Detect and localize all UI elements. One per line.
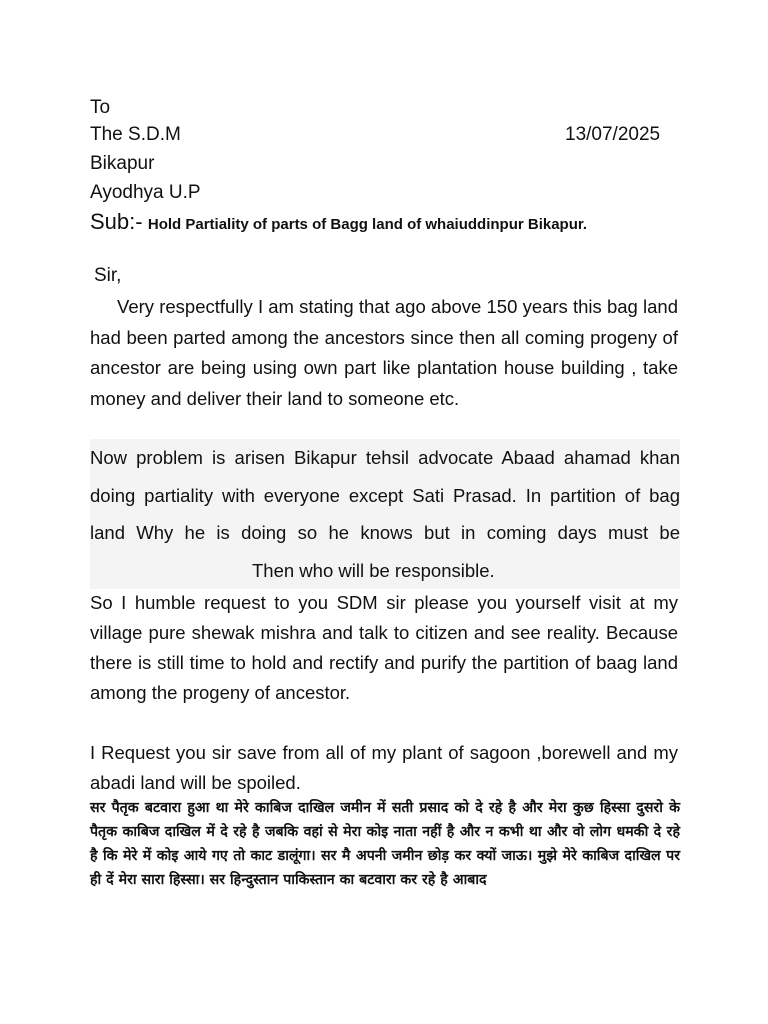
- salutation: Sir,: [94, 265, 122, 286]
- paragraph-1: [90, 292, 678, 414]
- district-line: Ayodhya U.P: [90, 182, 201, 203]
- paragraph-2-text: Now problem is arisen Bikapur tehsil advocate Abaad ahamad khan doing partiality with everyone except Sati Prasad. In partition of bag land Why he is doing so he knows but in coming days must be: [90, 447, 680, 543]
- city-line: Bikapur: [90, 153, 155, 174]
- paragraph-2-ending: Then who will be responsible.: [252, 559, 495, 581]
- paragraph-4: I Request you sir save from all of my plant of sagoon ,borewell and my abadi land will be spoiled.: [90, 742, 678, 793]
- recipient-line: The S.D.M: [90, 124, 181, 145]
- subject-label: Sub:-: [90, 209, 143, 234]
- paragraph-2: [90, 439, 680, 589]
- subject-text: Hold Partiality of parts of Bagg land of whaiuddinpur Bikapur.: [147, 216, 588, 233]
- subject-line: [90, 209, 587, 238]
- paragraph-1-text: Very respectfully I am stating that ago above 150 years this bag land had been parted among the ancestors since then all coming progeny of ancestor are being using own part like plantation house building , take money and deliver their land to someone etc.: [90, 296, 678, 409]
- to-line: To: [90, 97, 111, 118]
- letter-date: 13/07/2025: [565, 124, 661, 145]
- paragraph-3: So I humble request to you SDM sir please you yourself visit at my village pure shewak mishra and talk to citizen and see reality. Because there is still time to hold and rectify and purify the partition of baag land among the progeny of ancestor.: [90, 592, 678, 703]
- hindi-paragraph: सर पैतृक बटवारा हुआ था मेरे काबिज दाखिल जमीन में सती प्रसाद को दे रहे है और मेरा कुछ हिस्सा दुसरो के पैतृक काबिज दाखिल में दे रहे है जबकि वहां से मेरा कोइ नाता नहीं है और न कभी था और वो लोग धमकी दे रहे है कि मेरे में कोइ आये गए तो काट डालूंगा। सर मै अपनी जमीन छोड़ कर क्यों जाऊ। मुझे मेरे काबिज दाखिल पर ही दें मेरा सारा हिस्सा। सर हिन्दुस्तान पाकिस्तान का बटवारा कर रहे है आबाद: [90, 800, 680, 888]
